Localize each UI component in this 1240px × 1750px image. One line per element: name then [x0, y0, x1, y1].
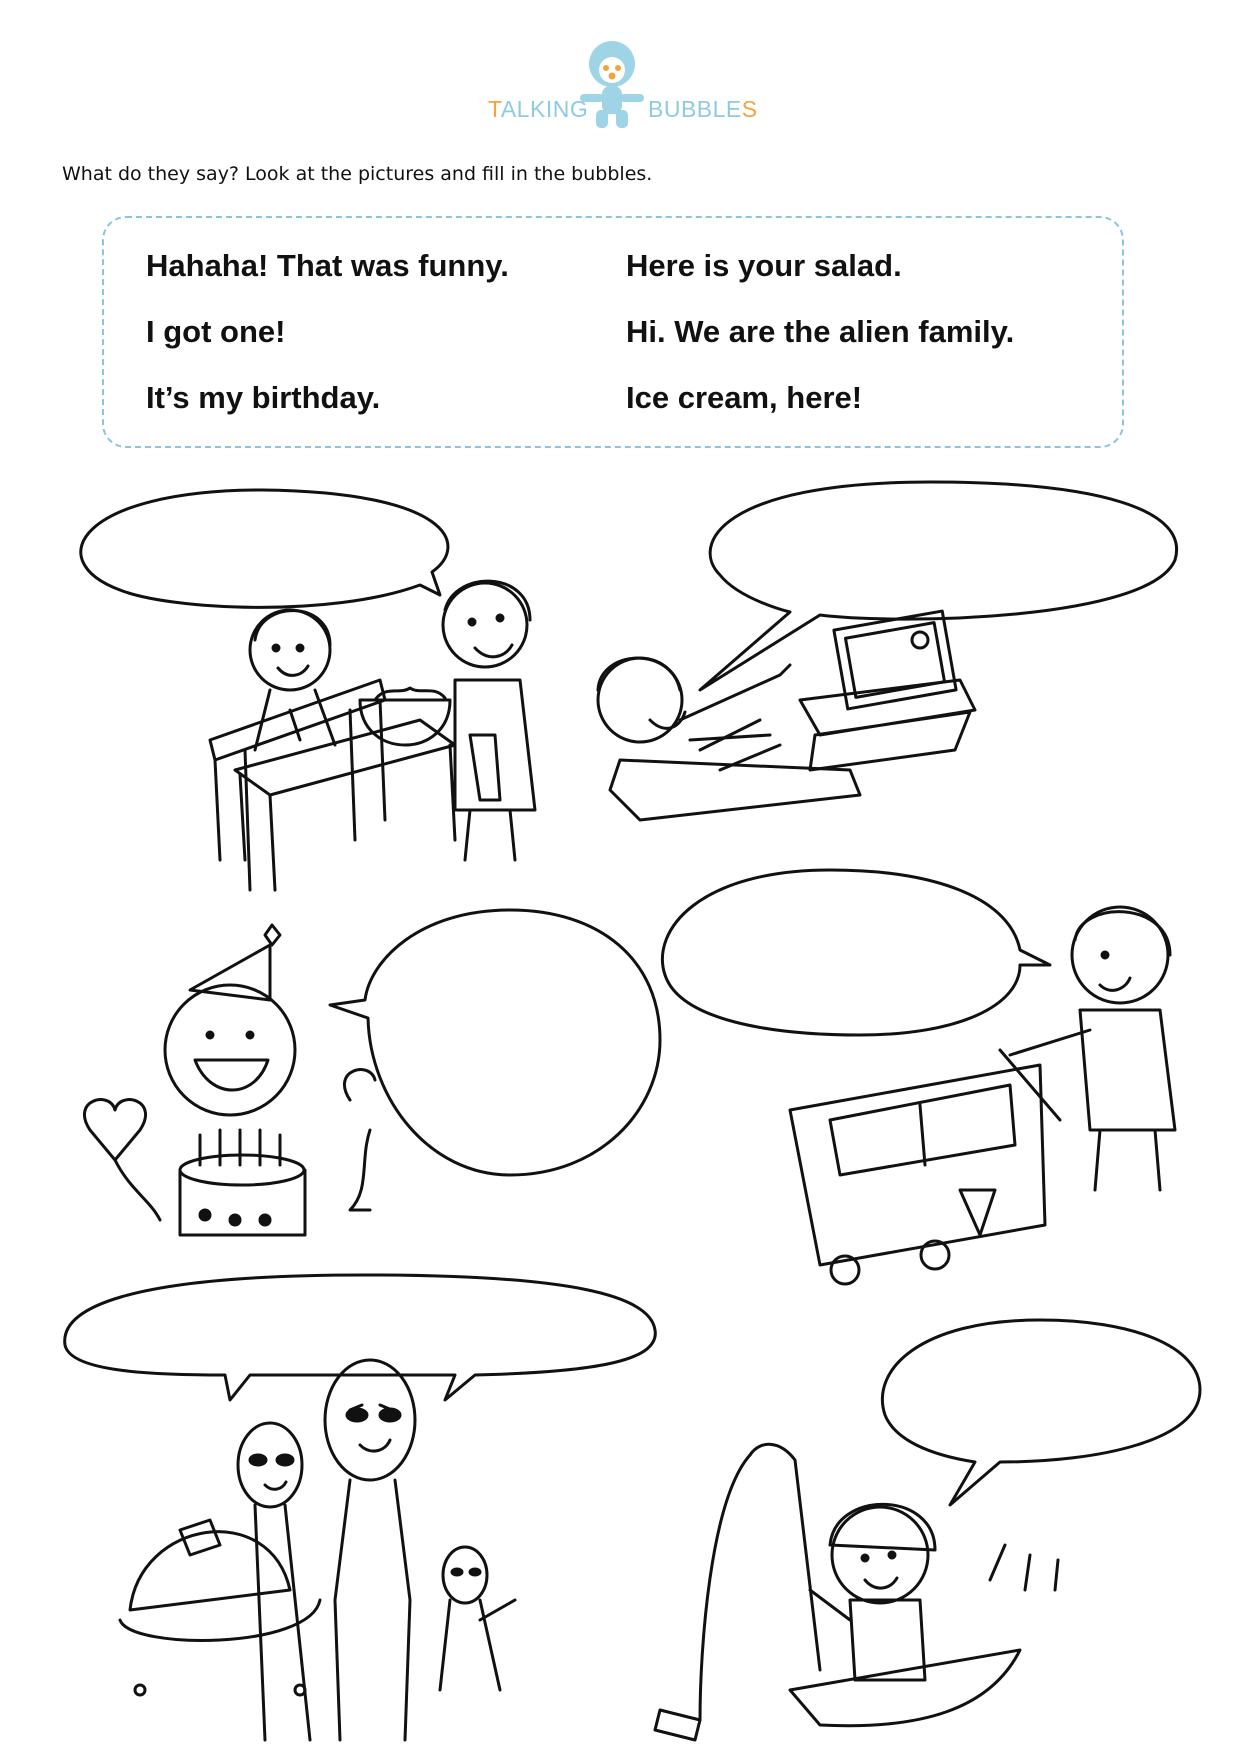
logo-text-left: TALKING — [488, 96, 589, 122]
phrase-birthday: It’s my birthday. — [146, 380, 381, 415]
instructions-text: What do they say? Look at the pictures and fill in the bubbles. — [62, 163, 653, 185]
phrase-funny: Hahaha! That was funny. — [146, 248, 509, 283]
phrase-alien-family: Hi. We are the alien family. — [626, 314, 1015, 349]
speech-bubble-3[interactable] — [330, 910, 660, 1175]
phrase-got-one: I got one! — [146, 314, 286, 349]
speech-bubble-6[interactable] — [882, 1320, 1200, 1505]
phrase-ice-cream: Ice cream, here! — [626, 380, 863, 415]
speech-bubble-1[interactable] — [81, 490, 448, 607]
restaurant-waiter-scene-icon — [81, 490, 535, 890]
alien-family-scene-icon — [65, 1275, 656, 1740]
fishing-boat-scene-icon — [655, 1320, 1200, 1740]
logo-text-right: BUBBLES — [648, 96, 758, 122]
speech-bubble-2[interactable] — [700, 482, 1177, 690]
laughing-at-tv-scene-icon — [598, 482, 1177, 820]
birthday-cake-scene-icon — [84, 910, 660, 1235]
phrase-salad: Here is your salad. — [626, 248, 902, 283]
speech-bubble-4[interactable] — [662, 870, 1050, 1035]
ice-cream-cart-scene-icon — [662, 870, 1175, 1284]
speech-bubble-5[interactable] — [65, 1275, 656, 1400]
